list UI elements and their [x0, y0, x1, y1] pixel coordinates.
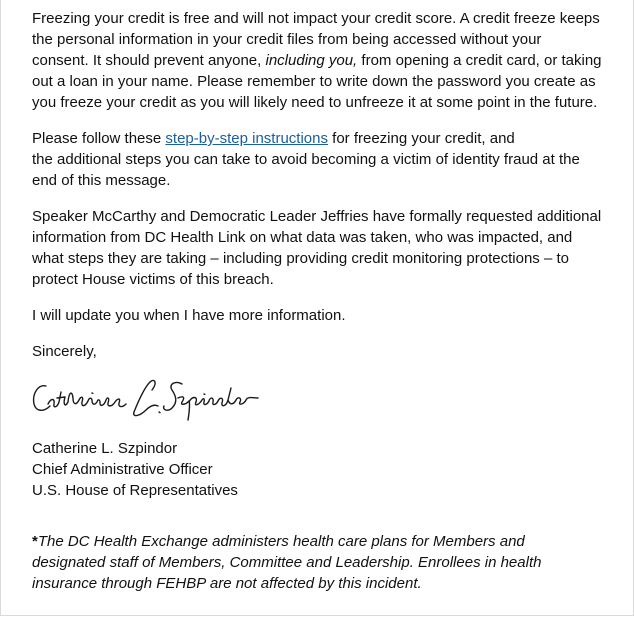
handwritten-signature [32, 368, 622, 430]
text-line: insurance through FEHBP are not affected by this incident. [32, 575, 422, 592]
text-line: the personal information in your credit files from being accessed without your [32, 31, 542, 48]
signer-name: Catherine L. Szpindor [32, 440, 178, 457]
paragraph-credit-freeze [32, 8, 622, 113]
text-segment: from opening a credit card, or taking [357, 52, 602, 69]
text-line [32, 531, 622, 552]
paragraph-update: I will update you when I have more information. [32, 307, 346, 324]
text-line: designated staff of Members, Committee and Leadership. Enrollees in health [32, 554, 542, 571]
text-segment: consent. It should prevent anyone, [32, 52, 266, 69]
text-segment: The DC Health Exchange administers health care plans for Members and [37, 533, 525, 550]
email-content [32, 8, 622, 609]
text-line [32, 128, 622, 149]
paragraph-instructions [32, 128, 622, 191]
signature-image [32, 368, 272, 430]
footnote [32, 531, 622, 594]
text-line: Freezing your credit is free and will not impact your credit score. A credit freeze keeps [32, 10, 600, 27]
emphasis-text: including you, [265, 52, 358, 69]
text-line [32, 50, 622, 71]
closing-salutation: Sincerely, [32, 343, 97, 360]
signer-block [32, 438, 622, 501]
text-segment: for freezing your credit, and [328, 130, 515, 147]
footnote-asterisk: * [32, 533, 38, 550]
text-line: the additional steps you can take to avoid becoming a victim of identity fraud at the [32, 151, 580, 168]
text-line: what steps they are taking – including providing credit monitoring protections – to [32, 250, 569, 267]
text-line: out a loan in your name. Please remember to write down the password you create as [32, 73, 596, 90]
text-segment: Please follow these [32, 130, 166, 147]
instructions-link[interactable]: step-by-step instructions [165, 130, 328, 147]
text-line: information from DC Health Link on what data was taken, who was impacted, and [32, 229, 573, 246]
signer-organization: U.S. House of Representatives [32, 482, 238, 499]
text-line: protect House victims of this breach. [32, 271, 274, 288]
text-line: end of this message. [32, 172, 171, 189]
text-line: Speaker McCarthy and Democratic Leader Jeffries have formally requested additional [32, 208, 602, 225]
text-line: you freeze your credit as you will likely need to unfreeze it at some point in the future. [32, 94, 598, 111]
signer-title: Chief Administrative Officer [32, 461, 213, 478]
paragraph-leadership-request [32, 206, 622, 290]
